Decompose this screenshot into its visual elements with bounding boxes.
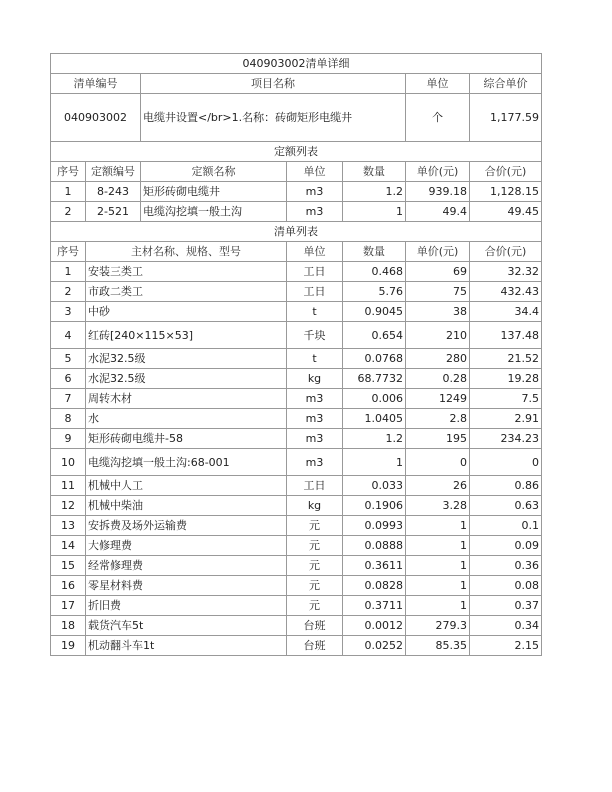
material-seq: 15	[51, 556, 86, 576]
material-qty: 0.0768	[343, 349, 406, 369]
material-unit: m3	[287, 409, 343, 429]
material-name: 载货汽车5t	[86, 616, 287, 636]
quota-seq-header: 序号	[51, 162, 86, 182]
material-row	[51, 449, 542, 476]
material-section-row	[51, 222, 542, 242]
material-seq: 8	[51, 409, 86, 429]
quota-code-header: 定额编号	[86, 162, 141, 182]
material-seq: 3	[51, 302, 86, 322]
quota-qty-header: 数量	[343, 162, 406, 182]
material-section-title: 清单列表	[51, 222, 542, 242]
material-total: 0.09	[470, 536, 542, 556]
material-total: 21.52	[470, 349, 542, 369]
material-total: 7.5	[470, 389, 542, 409]
material-seq: 4	[51, 322, 86, 349]
quota-code: 2-521	[86, 202, 141, 222]
material-row	[51, 429, 542, 449]
material-name: 电缆沟挖填一般土沟:68-001	[86, 449, 287, 476]
bill-code: 040903002	[51, 94, 141, 142]
material-name: 零星材料费	[86, 576, 287, 596]
bill-unit-price: 1,177.59	[470, 94, 542, 142]
material-name: 机械中人工	[86, 476, 287, 496]
material-unit: kg	[287, 496, 343, 516]
material-price: 210	[406, 322, 470, 349]
material-total: 0	[470, 449, 542, 476]
quota-total-header: 合价(元)	[470, 162, 542, 182]
material-qty: 5.76	[343, 282, 406, 302]
material-seq: 2	[51, 282, 86, 302]
bill-name-header: 项目名称	[141, 74, 406, 94]
material-total: 0.36	[470, 556, 542, 576]
quota-name-header: 定额名称	[141, 162, 287, 182]
material-name: 水	[86, 409, 287, 429]
material-qty: 1.0405	[343, 409, 406, 429]
material-qty: 0.1906	[343, 496, 406, 516]
material-total: 0.63	[470, 496, 542, 516]
material-total: 2.15	[470, 636, 542, 656]
material-qty: 0.3711	[343, 596, 406, 616]
material-price: 75	[406, 282, 470, 302]
material-name: 水泥32.5级	[86, 369, 287, 389]
material-seq: 19	[51, 636, 86, 656]
material-price: 0.28	[406, 369, 470, 389]
material-price: 1	[406, 556, 470, 576]
material-name: 经常修理费	[86, 556, 287, 576]
material-qty: 68.7732	[343, 369, 406, 389]
bill-detail-table	[50, 53, 542, 656]
material-total: 34.4	[470, 302, 542, 322]
material-unit: 工日	[287, 262, 343, 282]
material-unit-header: 单位	[287, 242, 343, 262]
material-total: 0.86	[470, 476, 542, 496]
title-row	[51, 54, 542, 74]
quota-row	[51, 202, 542, 222]
material-qty: 0.0012	[343, 616, 406, 636]
material-price: 1	[406, 596, 470, 616]
material-unit: 千块	[287, 322, 343, 349]
material-name: 机动翻斗车1t	[86, 636, 287, 656]
material-unit: 元	[287, 576, 343, 596]
quota-header-row	[51, 162, 542, 182]
material-name-header: 主材名称、规格、型号	[86, 242, 287, 262]
quota-code: 8-243	[86, 182, 141, 202]
material-total: 0.37	[470, 596, 542, 616]
material-seq: 18	[51, 616, 86, 636]
material-name: 中砂	[86, 302, 287, 322]
material-name: 周转木材	[86, 389, 287, 409]
material-price-header: 单价(元)	[406, 242, 470, 262]
material-qty: 0.0252	[343, 636, 406, 656]
quota-qty: 1.2	[343, 182, 406, 202]
material-qty: 0.654	[343, 322, 406, 349]
quota-price: 49.4	[406, 202, 470, 222]
material-qty-header: 数量	[343, 242, 406, 262]
material-seq: 5	[51, 349, 86, 369]
material-row	[51, 476, 542, 496]
material-qty: 1	[343, 449, 406, 476]
material-row	[51, 616, 542, 636]
material-price: 38	[406, 302, 470, 322]
quota-unit-header: 单位	[287, 162, 343, 182]
material-price: 85.35	[406, 636, 470, 656]
material-total: 432.43	[470, 282, 542, 302]
material-row	[51, 516, 542, 536]
material-qty: 0.033	[343, 476, 406, 496]
material-unit: m3	[287, 389, 343, 409]
material-seq: 7	[51, 389, 86, 409]
material-unit: 元	[287, 536, 343, 556]
quota-price-header: 单价(元)	[406, 162, 470, 182]
material-row	[51, 576, 542, 596]
material-unit: 工日	[287, 282, 343, 302]
material-qty: 0.0993	[343, 516, 406, 536]
material-row	[51, 636, 542, 656]
material-seq: 16	[51, 576, 86, 596]
material-total: 0.1	[470, 516, 542, 536]
quota-total: 49.45	[470, 202, 542, 222]
material-unit: 台班	[287, 636, 343, 656]
material-price: 3.28	[406, 496, 470, 516]
quota-qty: 1	[343, 202, 406, 222]
material-row	[51, 302, 542, 322]
material-name: 市政二类工	[86, 282, 287, 302]
material-seq: 1	[51, 262, 86, 282]
material-row	[51, 536, 542, 556]
material-seq: 17	[51, 596, 86, 616]
material-total: 32.32	[470, 262, 542, 282]
material-unit: t	[287, 302, 343, 322]
material-qty: 0.0888	[343, 536, 406, 556]
quota-unit: m3	[287, 182, 343, 202]
bill-unit: 个	[406, 94, 470, 142]
material-total: 19.28	[470, 369, 542, 389]
material-price: 195	[406, 429, 470, 449]
material-name: 安拆费及场外运输费	[86, 516, 287, 536]
material-total-header: 合价(元)	[470, 242, 542, 262]
material-price: 280	[406, 349, 470, 369]
material-qty: 0.9045	[343, 302, 406, 322]
material-name: 水泥32.5级	[86, 349, 287, 369]
material-name: 大修理费	[86, 536, 287, 556]
material-total: 2.91	[470, 409, 542, 429]
bill-unit-header: 单位	[406, 74, 470, 94]
material-total: 0.08	[470, 576, 542, 596]
material-row	[51, 349, 542, 369]
material-row	[51, 556, 542, 576]
material-unit: t	[287, 349, 343, 369]
material-qty: 0.0828	[343, 576, 406, 596]
material-name: 红砖[240×115×53]	[86, 322, 287, 349]
quota-total: 1,128.15	[470, 182, 542, 202]
material-unit: 台班	[287, 616, 343, 636]
material-unit: 工日	[287, 476, 343, 496]
bill-code-header: 清单编号	[51, 74, 141, 94]
quota-unit: m3	[287, 202, 343, 222]
material-price: 26	[406, 476, 470, 496]
material-unit: kg	[287, 369, 343, 389]
material-unit: 元	[287, 516, 343, 536]
material-row	[51, 496, 542, 516]
material-header-row	[51, 242, 542, 262]
material-seq: 6	[51, 369, 86, 389]
bill-unit-price-header: 综合单价	[470, 74, 542, 94]
material-seq: 10	[51, 449, 86, 476]
quota-section-title: 定额列表	[51, 142, 542, 162]
quota-seq: 2	[51, 202, 86, 222]
table-title: 040903002清单详细	[51, 54, 542, 74]
quota-seq: 1	[51, 182, 86, 202]
material-unit: m3	[287, 449, 343, 476]
material-price: 1	[406, 516, 470, 536]
material-seq: 9	[51, 429, 86, 449]
material-row	[51, 322, 542, 349]
quota-row	[51, 182, 542, 202]
material-total: 0.34	[470, 616, 542, 636]
material-qty: 1.2	[343, 429, 406, 449]
material-unit: 元	[287, 596, 343, 616]
material-row	[51, 596, 542, 616]
material-price: 1	[406, 536, 470, 556]
quota-name: 电缆沟挖填一般土沟	[141, 202, 287, 222]
material-unit: 元	[287, 556, 343, 576]
material-price: 279.3	[406, 616, 470, 636]
material-name: 折旧费	[86, 596, 287, 616]
material-name: 机械中柴油	[86, 496, 287, 516]
bill-name: 电缆井设置</br>1.名称：砖砌矩形电缆井	[141, 94, 406, 142]
material-price: 69	[406, 262, 470, 282]
material-total: 137.48	[470, 322, 542, 349]
material-qty: 0.3611	[343, 556, 406, 576]
material-name: 安装三类工	[86, 262, 287, 282]
material-qty: 0.006	[343, 389, 406, 409]
material-name: 矩形砖砌电缆井-58	[86, 429, 287, 449]
material-row	[51, 409, 542, 429]
material-seq: 13	[51, 516, 86, 536]
quota-name: 矩形砖砌电缆井	[141, 182, 287, 202]
material-row	[51, 369, 542, 389]
material-row	[51, 282, 542, 302]
material-seq-header: 序号	[51, 242, 86, 262]
bill-row	[51, 94, 542, 142]
material-price: 1249	[406, 389, 470, 409]
bill-header-row	[51, 74, 542, 94]
material-seq: 12	[51, 496, 86, 516]
material-price: 1	[406, 576, 470, 596]
material-seq: 14	[51, 536, 86, 556]
material-price: 2.8	[406, 409, 470, 429]
material-row	[51, 262, 542, 282]
material-qty: 0.468	[343, 262, 406, 282]
quota-price: 939.18	[406, 182, 470, 202]
quota-section-row	[51, 142, 542, 162]
material-total: 234.23	[470, 429, 542, 449]
material-seq: 11	[51, 476, 86, 496]
material-unit: m3	[287, 429, 343, 449]
material-price: 0	[406, 449, 470, 476]
material-row	[51, 389, 542, 409]
